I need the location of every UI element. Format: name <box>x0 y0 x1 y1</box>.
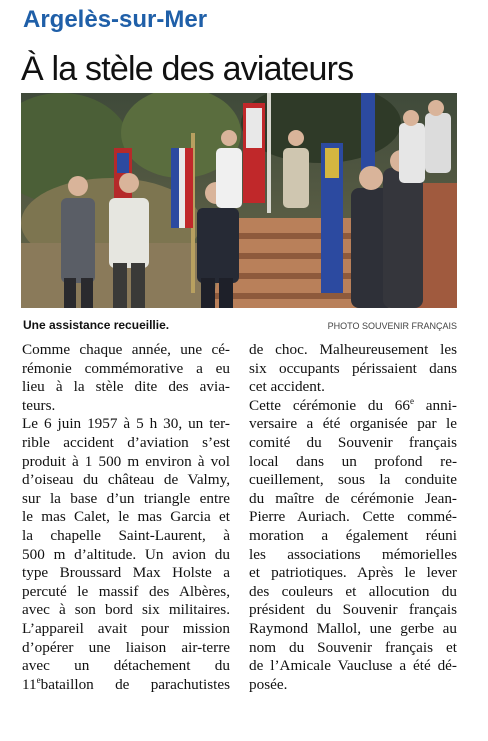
text-line: lieu à la stèle dite des avia- <box>22 378 230 396</box>
text-line: percuté le massif des Albères, <box>22 582 230 600</box>
text-line: produit à 1 500 m environ à vol <box>22 452 230 470</box>
text-line: d’oiseau du château de Valmy, <box>22 471 230 489</box>
photo-credit: PHOTO SOUVENIR FRANÇAIS <box>327 321 457 331</box>
text-line: rible accident d’aviation s’est <box>22 433 230 451</box>
text-line: posée. <box>249 675 288 693</box>
text-line: Raymond Mallol, une gerbe au <box>249 619 457 637</box>
text-line: de l’Amicale Vaucluse a été dé- <box>249 657 457 675</box>
photo-caption: Une assistance recueillie. <box>23 318 170 332</box>
locality-title: Argelès-sur-Mer <box>23 6 208 33</box>
text-line: des couleurs et allocution du <box>249 582 457 600</box>
article-headline: À la stèle des aviateurs <box>21 50 354 88</box>
text-line: cueillement, sous la conduite <box>249 471 457 489</box>
text-line: les associations mémorielles <box>249 545 457 563</box>
text-line: rémonie commémorative a eu <box>22 359 230 377</box>
text-line: et patriotiques. Après le lever <box>249 564 457 582</box>
text-fragment: Cette cérémonie du 66 <box>249 396 410 414</box>
text-line <box>22 676 230 695</box>
text-line: avec à son bord six militaires. <box>22 601 230 619</box>
text-line: président du Souvenir français <box>249 601 457 619</box>
text-line: moration a également réuni <box>249 526 457 544</box>
article-column-2 <box>249 341 457 694</box>
text-line: la chapelle Saint-Laurent, à <box>22 526 230 544</box>
ceremony-photo <box>21 93 457 308</box>
text-line: local dans un profond re- <box>249 452 457 470</box>
text-line: avec un détachement du <box>22 657 230 675</box>
text-line: d’opérer une liaison air-terre <box>22 638 230 656</box>
text-fragment: anni- <box>425 396 457 414</box>
text-line: Comme chaque année, une cé- <box>22 341 230 358</box>
text-line: de choc. Malheureusement les <box>249 341 457 358</box>
text-line: du maître de cérémonie Jean- <box>249 489 457 507</box>
text-line: L’appareil avait pour mission <box>22 619 230 637</box>
text-line: teurs. <box>22 396 56 414</box>
article-column-1 <box>22 341 230 694</box>
text-line: le mas Calet, le mas Garcia et <box>22 508 230 526</box>
text-line: sur la base d’un triangle entre <box>22 489 230 507</box>
text-line: Pierre Auriach. Cette commé- <box>249 508 457 526</box>
text-line <box>249 397 457 416</box>
text-fragment: bataillon de parachutistes <box>40 675 230 693</box>
ordinal-number: 11 <box>22 675 37 693</box>
text-line: nom du Souvenir français et <box>249 638 457 656</box>
text-line: Le 6 juin 1957 à 5 h 30, un ter- <box>22 415 230 433</box>
ordinal-suffix: e <box>36 674 41 685</box>
text-line: comité du Souvenir français <box>249 433 457 451</box>
text-line: 500 m d’altitude. Un avion du <box>22 545 230 563</box>
text-line: cet accident. <box>249 378 325 396</box>
text-line: type Broussard Max Holste a <box>22 564 230 582</box>
text-line: versaire a été organisée par le <box>249 415 457 433</box>
text-line: six occupants périssaient dans <box>249 359 457 377</box>
ordinal-suffix: e <box>410 395 414 406</box>
